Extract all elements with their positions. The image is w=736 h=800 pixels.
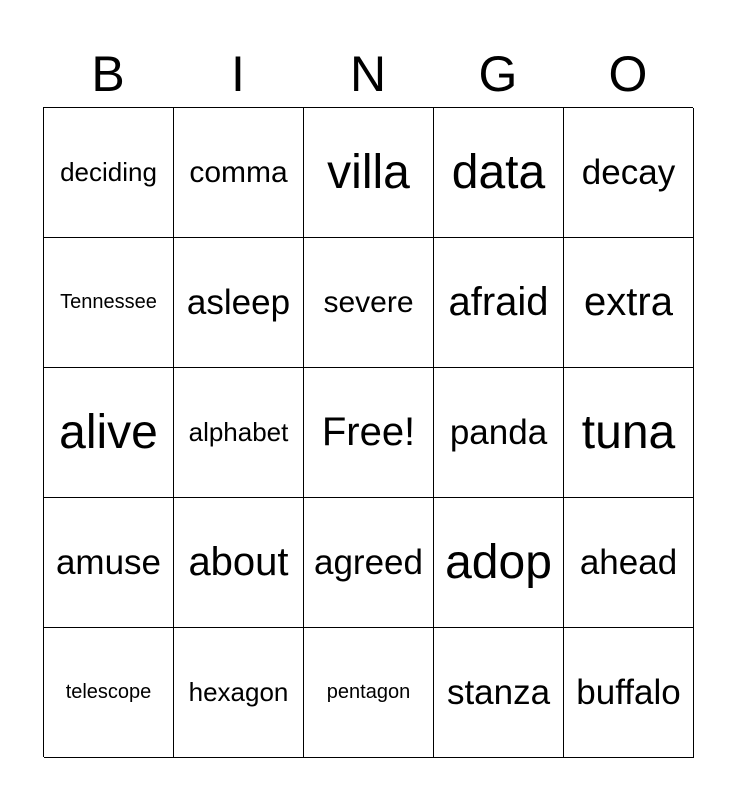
cell-word: afraid xyxy=(448,280,549,324)
cell-word: agreed xyxy=(314,542,423,582)
cell-word: alphabet xyxy=(188,417,289,447)
cell-word: about xyxy=(188,540,289,584)
bingo-cell-r2-c2[interactable] xyxy=(174,238,304,368)
bingo-cell-r3-c2[interactable] xyxy=(174,368,304,498)
header-letter-b: B xyxy=(91,46,125,102)
bingo-cell-r1-c3[interactable] xyxy=(304,108,434,238)
bingo-cell-r3-c1[interactable] xyxy=(44,368,174,498)
cell-word: pentagon xyxy=(326,681,411,703)
cell-word: asleep xyxy=(186,282,291,322)
cell-word: amuse xyxy=(55,542,162,582)
bingo-cell-r2-c3[interactable] xyxy=(304,238,434,368)
cell-word: villa xyxy=(327,146,410,199)
bingo-board xyxy=(43,107,693,757)
bingo-cell-r2-c5[interactable] xyxy=(564,238,694,368)
bingo-cell-r4-c1[interactable] xyxy=(44,498,174,628)
cell-word: hexagon xyxy=(188,677,289,707)
bingo-cell-r5-c1[interactable] xyxy=(44,628,174,758)
bingo-cell-r3-c3[interactable] xyxy=(304,368,434,498)
header-letter-o: O xyxy=(608,46,648,102)
cell-word: alive xyxy=(59,406,158,459)
cell-word: deciding xyxy=(60,157,157,187)
bingo-cell-r4-c3[interactable] xyxy=(304,498,434,628)
bingo-cell-r1-c5[interactable] xyxy=(564,108,694,238)
bingo-cell-r5-c3[interactable] xyxy=(304,628,434,758)
bingo-cell-r4-c4[interactable] xyxy=(434,498,564,628)
bingo-cell-r3-c4[interactable] xyxy=(434,368,564,498)
cell-word: tuna xyxy=(581,406,676,459)
header-letter-n: N xyxy=(349,46,387,102)
bingo-cell-r4-c5[interactable] xyxy=(564,498,694,628)
cell-word: panda xyxy=(449,412,548,452)
bingo-cell-r3-c5[interactable] xyxy=(564,368,694,498)
header-letter-i: I xyxy=(231,46,245,102)
free-space: Free! xyxy=(321,410,416,454)
bingo-cell-r2-c1[interactable] xyxy=(44,238,174,368)
bingo-cell-r5-c2[interactable] xyxy=(174,628,304,758)
cell-word: telescope xyxy=(65,681,152,703)
cell-word: stanza xyxy=(446,672,551,712)
bingo-cell-r2-c4[interactable] xyxy=(434,238,564,368)
cell-word: severe xyxy=(323,285,414,319)
bingo-header xyxy=(43,44,693,104)
cell-word: decay xyxy=(581,152,676,192)
cell-word: Tennessee xyxy=(60,291,157,313)
cell-word: adop xyxy=(445,536,552,589)
bingo-cell-r5-c5[interactable] xyxy=(564,628,694,758)
bingo-cell-r4-c2[interactable] xyxy=(174,498,304,628)
bingo-cell-r1-c4[interactable] xyxy=(434,108,564,238)
cell-word: buffalo xyxy=(576,672,681,712)
bingo-cell-r1-c1[interactable] xyxy=(44,108,174,238)
bingo-cell-r1-c2[interactable] xyxy=(174,108,304,238)
cell-word: ahead xyxy=(579,542,678,582)
bingo-cell-r5-c4[interactable] xyxy=(434,628,564,758)
cell-word: data xyxy=(451,146,546,199)
cell-word: comma xyxy=(189,155,288,189)
header-letter-g: G xyxy=(478,46,518,102)
cell-word: extra xyxy=(584,280,673,324)
